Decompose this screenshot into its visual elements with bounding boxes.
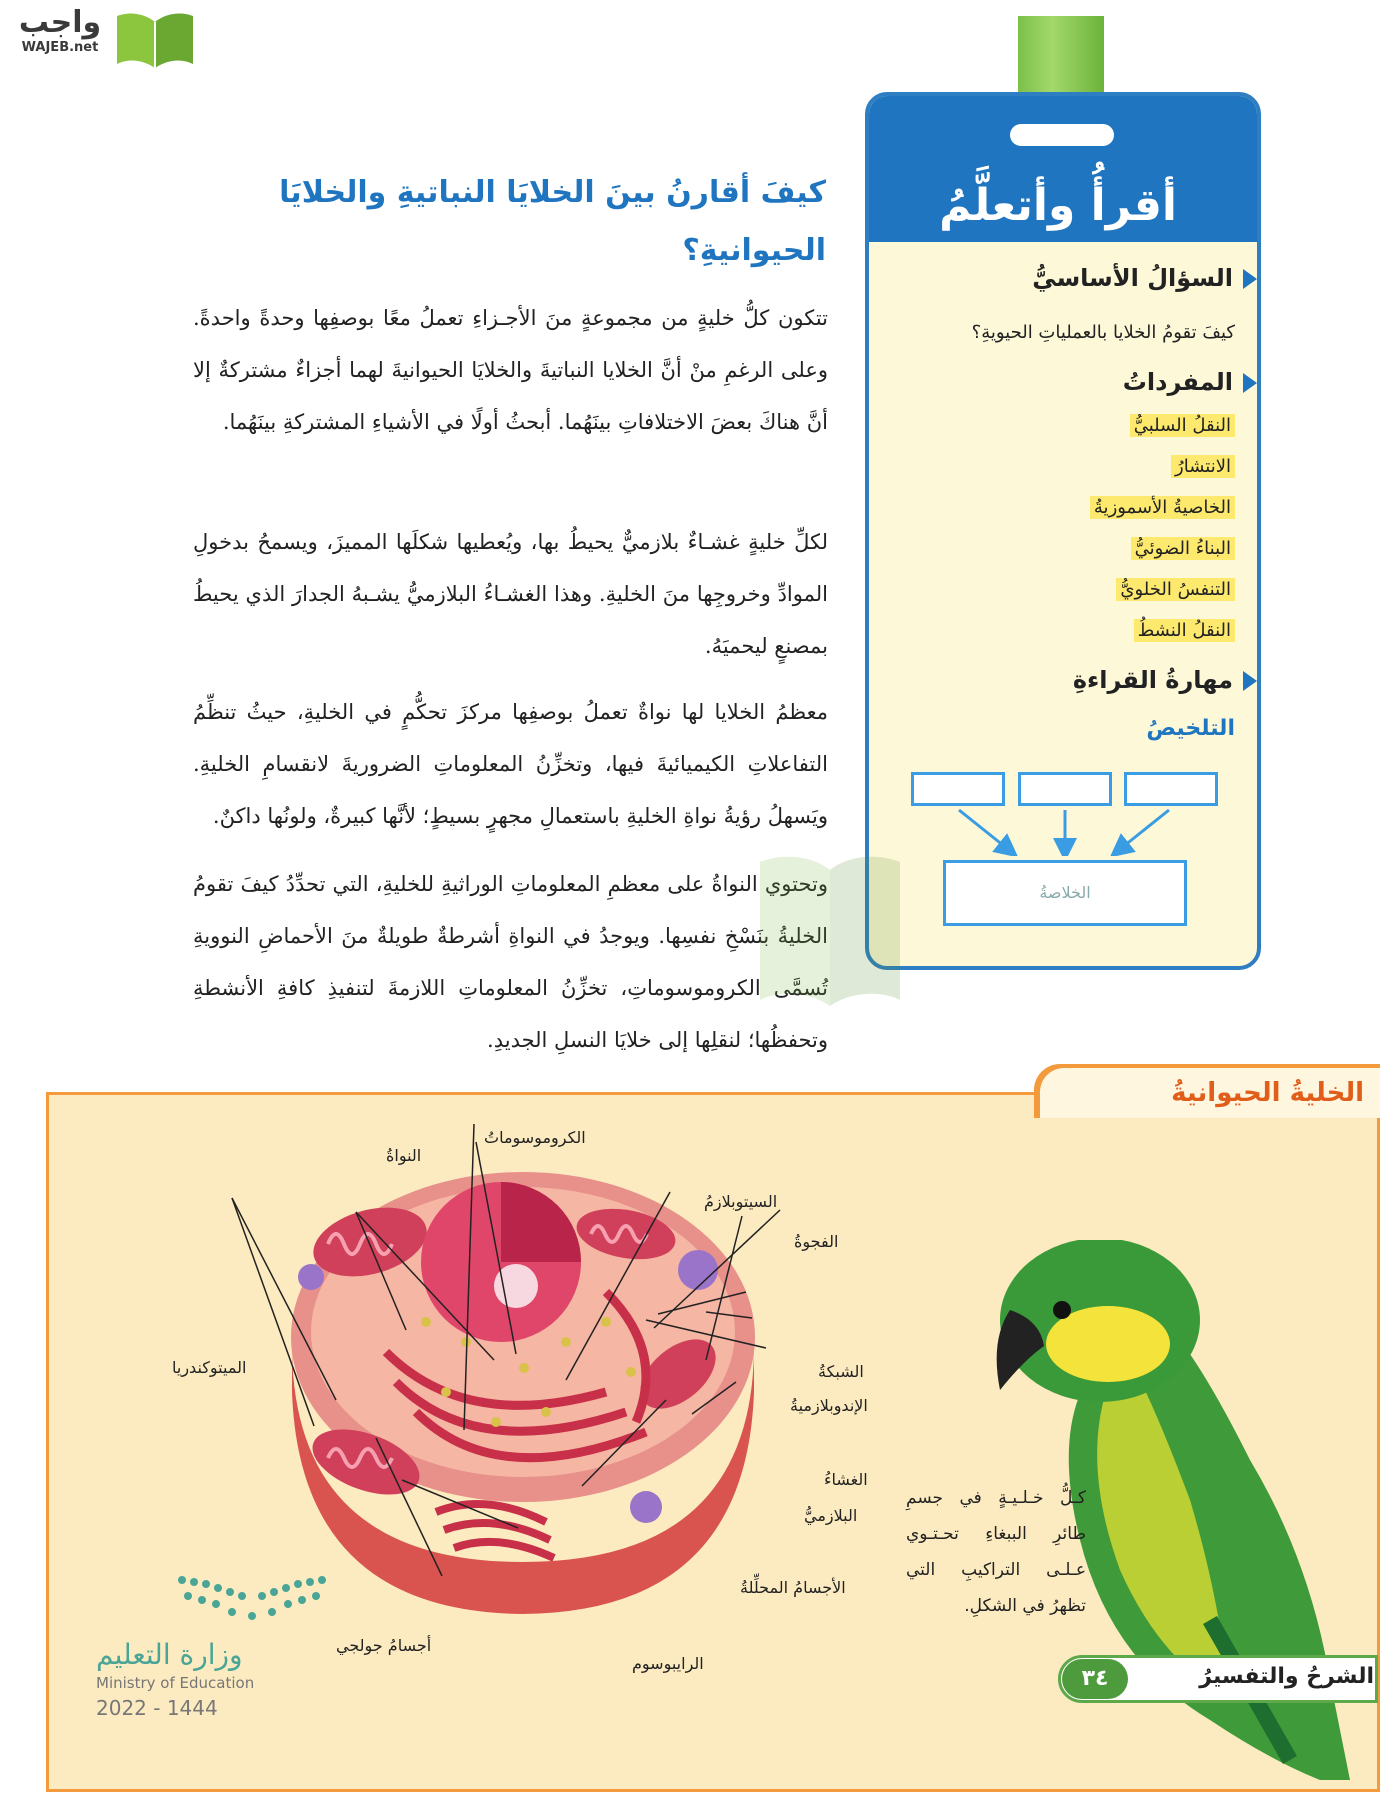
logo-text-ar: واجب: [18, 5, 102, 40]
paragraph: معظمُ الخلايا لها نواةٌ تعملُ بوصفِها مركزَ تحكُّمٍ في الخليةِ، حيثُ تنظِّمُ التفاعلاتِ الكيميائيةَ فيها، وتخزِّنُ المعلوماتِ الضروريةَ لانقسامِ الخليةِ. ويَسهلُ رؤيةُ نواةِ الخليةِ باستعمالِ مجهرٍ بسيطٍ؛ لأنَّها كبيرةٌ، ولونُها داكنٌ.: [193, 700, 828, 828]
vacuole-shape: [678, 1250, 718, 1290]
label-er-1: الشبكةُ: [818, 1362, 864, 1381]
summary-arrows: [929, 806, 1209, 856]
label-nucleus: النواةُ: [386, 1146, 422, 1165]
ministry-name-en: Ministry of Education: [96, 1674, 255, 1692]
page-number: ٣٤: [1062, 1659, 1128, 1699]
vocabulary-heading: المفرداتُ: [1123, 368, 1257, 396]
golgi-shape: [436, 1504, 554, 1558]
vocab-item: الخاصيةُ الأسموزيةُ: [1090, 496, 1235, 519]
label-cytoplasm: السيتوبلازمُ: [704, 1192, 778, 1211]
label-lysosomes: الأجسامُ المحلِّلةُ: [740, 1578, 846, 1597]
edition-year: 2022 - 1444: [96, 1696, 218, 1720]
label-membrane-1: الغشاءُ: [824, 1470, 868, 1489]
watermark-book-icon: [450, 850, 970, 1010]
read-and-learn-panel: [865, 92, 1261, 970]
essential-question-heading: السؤالُ الأساسيُّ: [1032, 264, 1257, 292]
summary-input-box: [1018, 772, 1112, 806]
label-ribosome: الرايبوسوم: [632, 1654, 704, 1673]
ministry-dots-icon: [172, 1570, 332, 1630]
reading-skill: التلخيصُ: [1146, 716, 1235, 741]
lysosome-shape: [630, 1491, 662, 1523]
ministry-logo: [96, 1570, 336, 1720]
parrot-caption: كـلُّ خـلـيـةٍ في جسمِ طائرِ الببغاءِ تحـتـوي عـلـى التراكيبِ التي تظهرُ في الشكلِ.: [906, 1488, 1086, 1616]
essential-question: كيفَ تقومُ الخلايا بالعملياتِ الحيويةِ؟: [971, 322, 1235, 343]
label-er-2: الإندوبلازميةُ: [790, 1396, 868, 1415]
summary-input-box: [911, 772, 1005, 806]
article-heading: كيفَ أقارنُ بينَ الخلايَا النباتيةِ والخلايَا الحيوانيةِ؟: [279, 175, 826, 268]
paragraph: وتحتوي النواةُ على معظمِ المعلوماتِ الوراثيةِ للخليةِ، التي تحدِّدُ كيفَ تقومُ الخليةُ بنَسْخِ نفسِها. ويوجدُ في النواةِ أشرطةٌ طويلةٌ منَ الأحماضِ النوويةِ تُسمَّى الكروموسوماتِ، تخزِّنُ المعلوماتِ اللازمةَ لتنفيذِ كافةِ الأنشطةِ وتحفظُها؛ لنقلِها إلى خلايَا النسلِ الجديدِ.: [193, 872, 828, 1052]
label-mitochondria: الميتوكندريا: [172, 1358, 247, 1377]
vocab-item: النقلُ النشطُ: [1134, 619, 1235, 642]
label-chromosomes: الكروموسوماتُ: [484, 1128, 586, 1147]
arrow-marker-icon: [1243, 373, 1257, 393]
paragraph: لكلِّ خليةٍ غشـاءٌ بلازميٌّ يحيطُ بها، ويُعطيها شكلَها المميزَ، ويسمحُ بدخولِ الموادِّ وخروجِها منَ الخليةِ. وهذا الغشـاءُ البلازميُّ يشـبهُ الجدارَ الذي يحيطُ بمصنعٍ ليحميَهُ.: [193, 530, 829, 658]
logo-text-en: WAJEB.net: [21, 40, 99, 55]
label-golgi: أجسامُ جولجي: [336, 1636, 432, 1655]
vocab-item: البناءُ الضوئيُّ: [1131, 537, 1235, 560]
panel-title: أقرأُ وأتعلَّمُ: [939, 180, 1177, 231]
summary-input-box: [1124, 772, 1218, 806]
summary-result-box: الخلاصةُ: [943, 860, 1187, 926]
ministry-name-ar: وزارة التعليم: [96, 1638, 243, 1671]
section-name: الشرحُ والتفسيرُ: [1199, 1664, 1374, 1689]
reading-skill-heading: مهارةُ القراءةِ: [1073, 666, 1257, 694]
ribbon-slot: [1010, 124, 1114, 146]
vocab-item: التنفسُ الخلويُّ: [1116, 578, 1235, 601]
vocab-item: النقلُ السلبيُّ: [1130, 414, 1235, 437]
label-membrane-2: البلازميُّ: [804, 1506, 858, 1525]
figure-title: الخليةُ الحيوانيةُ: [1171, 1078, 1364, 1108]
book-icon: [115, 8, 195, 68]
panel-header: [869, 96, 1257, 242]
paragraph: تتكون كلُّ خليةٍ من مجموعةٍ منَ الأجـزاءِ تعملُ معًا بوصفِها وحدةً واحدةً. وعلى الرغمِ منْ أنَّ الخلايا النباتيةَ والخلايَا الحيوانيةَ لهما أجزاءٌ مشتركةٌ إلا أنَّ هناكَ بعضَ الاختلافاتِ بينَهُما. أبحثُ أولًا في الأشياءِ المشتركةِ بينَهُما.: [193, 306, 828, 434]
arrow-marker-icon: [1243, 269, 1257, 289]
arrow-marker-icon: [1243, 671, 1257, 691]
vocab-item: الانتشارُ: [1171, 455, 1235, 478]
wajeb-logo: [10, 6, 190, 68]
label-vacuole: الفجوةُ: [794, 1232, 839, 1251]
